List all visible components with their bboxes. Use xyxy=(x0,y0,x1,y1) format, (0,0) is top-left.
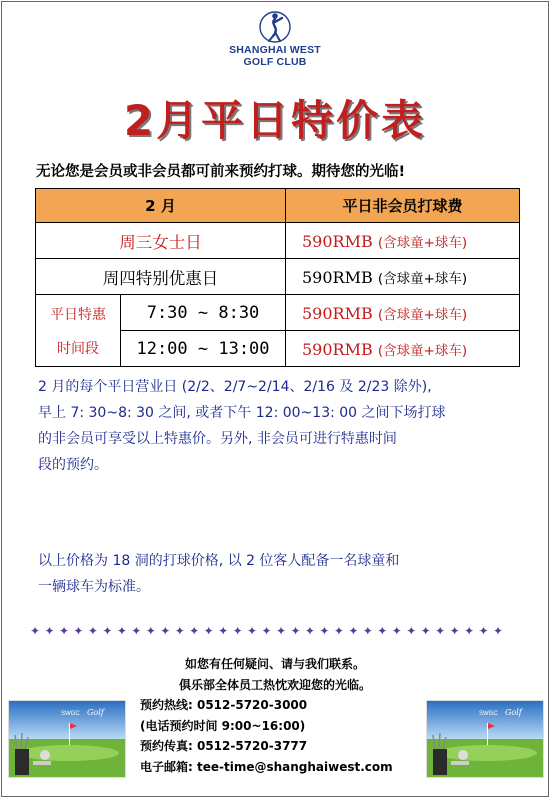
table-row xyxy=(36,295,520,331)
table-header-row xyxy=(36,189,520,223)
contact-line: 俱乐部全体员工热忱欢迎您的光临。 xyxy=(178,677,371,692)
header-fee: 平日非会员打球费 xyxy=(286,189,520,223)
paragraph-line: 一辆球车为标准。 xyxy=(38,579,150,595)
period-label-line-2: 时间段 xyxy=(57,340,99,357)
golf-course-image xyxy=(8,700,126,778)
paragraph-line: 以上价格为 18 洞的打球价格, 以 2 位客人配备一名球童和 xyxy=(38,553,400,569)
price-value: 590RMB xyxy=(302,231,373,251)
contact-line: 如您有任何疑问、请与我们联系。 xyxy=(184,657,365,671)
price-note: (含球童+球车) xyxy=(377,306,468,323)
paragraph-line: 早上 7: 30~8: 30 之间, 或者下午 12: 00~13: 00 之间下场打球 xyxy=(38,405,446,421)
period-label-cell xyxy=(36,295,121,367)
table-row xyxy=(36,259,520,295)
period-time-noon: 12:00 ~ 13:00 xyxy=(121,331,286,367)
star-divider: ✦ ✦ ✦ ✦ ✦ ✦ ✦ ✦ ✦ ✦ ✦ ✦ ✦ ✦ ✦ ✦ ✦ ✦ ✦ ✦ ✦ ✦ ✦ ✦ ✦ ✦ ✦ ✦ ✦ ✦ ✦ ✦ ✦ xyxy=(30,624,504,638)
price-value: 590RMB xyxy=(302,339,373,359)
photo-brand-text: SWGC xyxy=(479,711,498,717)
logo-line-1: SHANGHAI WEST xyxy=(229,44,321,56)
booking-hours: (电话预约时间 9:00~16:00) xyxy=(140,718,306,733)
row-label-thursday: 周四特别优惠日 xyxy=(36,259,286,295)
contact-block xyxy=(140,654,410,777)
booking-email: 电子邮箱: tee-time@shanghaiwest.com xyxy=(140,759,393,774)
table-row xyxy=(36,223,520,259)
paragraph-line: 的非会员可享受以上特惠价。另外, 非会员可进行特惠时间 xyxy=(38,431,397,447)
price-value: 590RMB xyxy=(302,303,373,323)
row-label-wednesday: 周三女士日 xyxy=(36,223,286,259)
price-note: (含球童+球车) xyxy=(377,234,468,251)
row-price-thursday xyxy=(286,259,520,295)
golf-course-illustration-icon xyxy=(427,701,544,778)
photo-golf-text: Golf xyxy=(87,708,104,717)
photo-brand-text: SWGC xyxy=(61,711,80,717)
paragraph-line: 段的预约。 xyxy=(38,457,108,473)
period-price-noon xyxy=(286,331,520,367)
booking-hotline: 预约热线: 0512-5720-3000 xyxy=(140,698,308,712)
golf-course-image xyxy=(426,700,544,778)
row-price-wednesday xyxy=(286,223,520,259)
price-note: (含球童+球车) xyxy=(377,270,468,287)
paragraph-line: 2 月的每个平日营业日 (2/2、2/7~2/14、2/16 及 2/23 除外), xyxy=(38,379,432,395)
club-logo xyxy=(0,10,550,68)
pricing-note-paragraph xyxy=(38,548,518,600)
golfer-emblem-icon xyxy=(255,10,295,44)
intro-text: 无论您是会员或非会员都可前来预约打球。期待您的光临! xyxy=(36,164,406,180)
photo-golf-text: Golf xyxy=(505,708,522,717)
period-price-morning xyxy=(286,295,520,331)
logo-line-2: GOLF CLUB xyxy=(243,56,307,68)
period-label-line-1: 平日特惠 xyxy=(50,306,106,323)
price-note: (含球童+球车) xyxy=(377,342,468,359)
price-table xyxy=(35,188,520,367)
price-value: 590RMB xyxy=(302,267,373,287)
conditions-paragraph xyxy=(38,374,518,478)
booking-fax: 预约传真: 0512-5720-3777 xyxy=(140,739,308,753)
header-month: 2 月 xyxy=(36,189,286,223)
period-time-morning: 7:30 ~ 8:30 xyxy=(121,295,286,331)
page-title: 2月平日特价表 xyxy=(123,96,427,145)
golf-course-illustration-icon xyxy=(9,701,126,778)
